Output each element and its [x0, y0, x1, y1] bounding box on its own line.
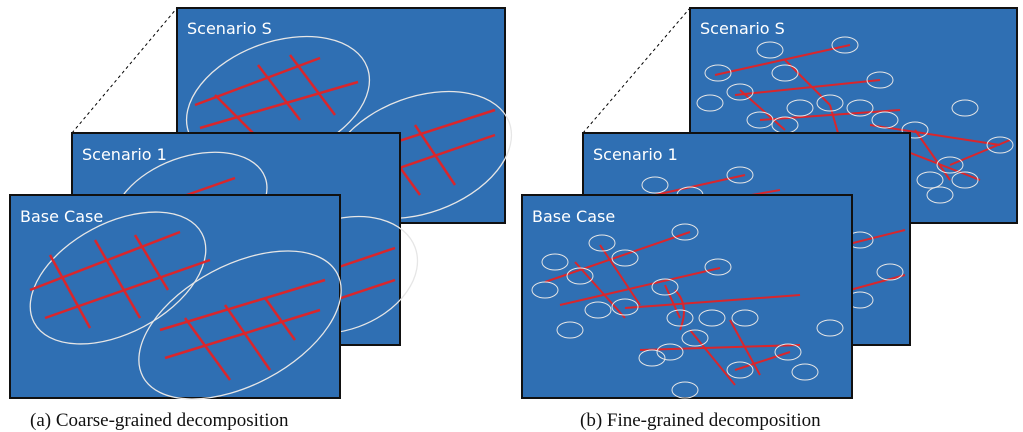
- caption-a: (a) Coarse-grained decomposition: [30, 410, 289, 431]
- subfigure-b: [522, 8, 1017, 398]
- subfigure-a: [8, 8, 529, 430]
- perspective-line: [72, 8, 177, 133]
- panel-base-case: [8, 185, 365, 430]
- perspective-line: [583, 8, 690, 133]
- panel-label: Base Case: [532, 207, 616, 226]
- panel-label: Scenario S: [700, 19, 785, 38]
- panel-label: Base Case: [20, 207, 104, 226]
- panel-label: Scenario 1: [593, 145, 678, 164]
- caption-b: (b) Fine-grained decomposition: [580, 410, 821, 431]
- panel-label: Scenario S: [187, 19, 272, 38]
- panel-base-case: [522, 195, 852, 398]
- panel-label: Scenario 1: [82, 145, 167, 164]
